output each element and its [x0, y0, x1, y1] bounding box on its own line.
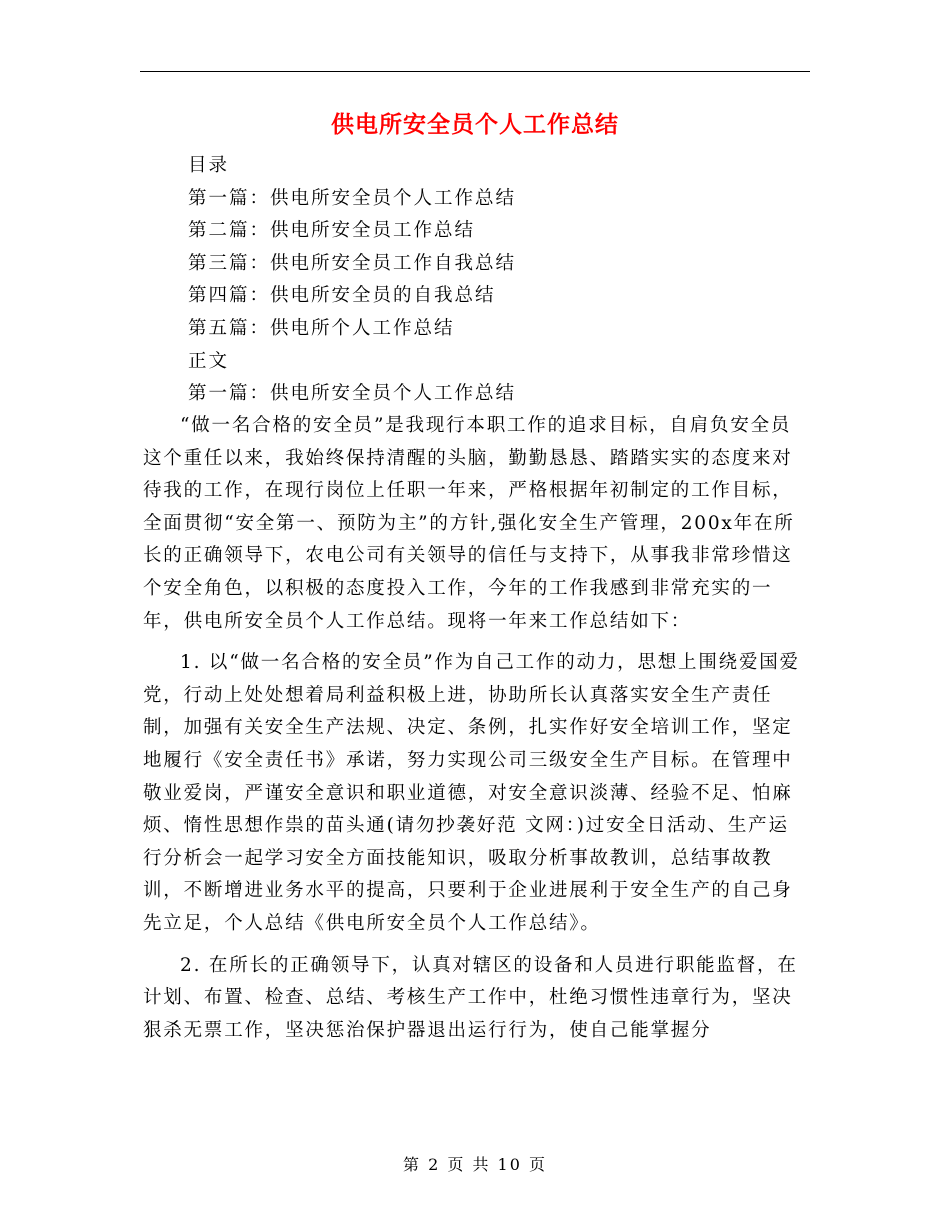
table-of-contents — [188, 150, 516, 411]
toc-item: 第三篇：供电所安全员工作自我总结 — [188, 252, 517, 274]
paragraph: 1. 以“做一名合格的安全员”作为自己工作的动力，思想上围绕爱国爱党，行动上处处想着局利益积极上进，协助所长认真落实安全生产责任制，加强有关安全生产法规、决定、条例，扎实作好安全培训工作，坚定地履行《安全责任书》承诺，努力实现公司三级安全生产目标。在管理中敬业爱岗，严谨安全意识和职业道德，对安全意识淡薄、经验不足、怕麻烦、惰性思想作祟的苗头通(请勿抄袭好范 文网：)过安全日活动、生产运行分析会一起学习安全方面技能知识，吸取分析事故教训，总结事故教训，不断增进业务水平的提高，只要利于企业进展利于安全生产的自己身先立足，个人总结《供电所安全员个人工作总结》。 — [143, 652, 800, 934]
document-title: 供电所安全员个人工作总结 — [331, 111, 619, 138]
section-heading: 第一篇：供电所安全员个人工作总结 — [188, 383, 517, 405]
header-rule — [140, 71, 810, 72]
body-heading: 正文 — [188, 350, 230, 372]
toc-heading: 目录 — [188, 155, 230, 176]
toc-item: 第四篇：供电所安全员的自我总结 — [188, 285, 496, 307]
toc-item: 第二篇：供电所安全员工作总结 — [188, 220, 476, 242]
paragraph: 2. 在所长的正确领导下，认真对辖区的设备和人员进行职能监督，在计划、布置、检查、总结、考核生产工作中，杜绝习惯性违章行为，坚决狠杀无票工作，坚决惩治保护器退出运行行为，使自己能掌握分 — [143, 954, 798, 1041]
body-text — [143, 410, 808, 1047]
page-footer: 第 2 页 共 10 页 — [403, 1155, 547, 1174]
toc-item: 第五篇：供电所个人工作总结 — [188, 317, 455, 339]
paragraph: “做一名合格的安全员”是我现行本职工作的追求目标，自肩负安全员这个重任以来，我始终保持清醒的头脑，勤勤恳恳、踏踏实实的态度来对待我的工作，在现行岗位上任职一年来，严格根据年初制定的工作目标，全面贯彻“安全第一、预防为主”的方针,强化安全生产管理，200x年在所长的正确领导下，农电公司有关领导的信任与支持下，从事我非常珍惜这个安全角色，以积极的态度投入工作，今年的工作我感到非常充实的一年，供电所安全员个人工作总结。现将一年来工作总结如下： — [143, 415, 795, 632]
toc-item: 第一篇：供电所安全员个人工作总结 — [188, 187, 517, 209]
